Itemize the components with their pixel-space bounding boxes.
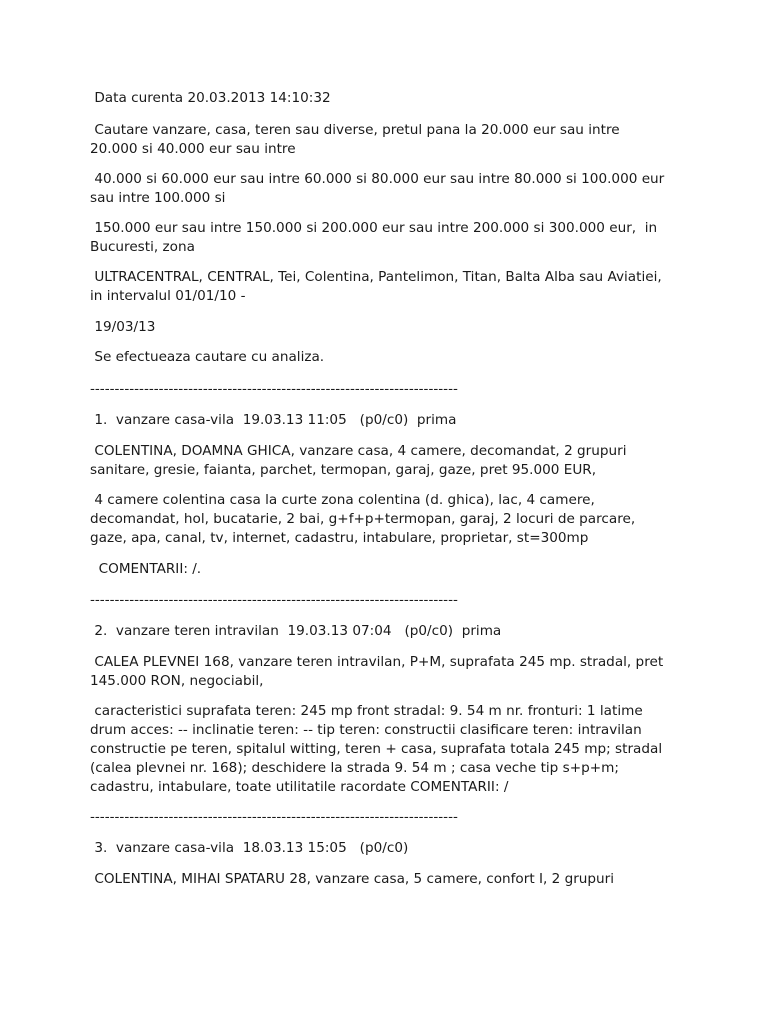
current-date-line: Data curenta 20.03.2013 14:10:32 — [90, 90, 331, 106]
search-criteria-line: Cautare vanzare, casa, teren sau diverse, pretul pana la 20.000 eur sau intre — [90, 122, 620, 138]
listing-summary: COLENTINA, MIHAI SPATARU 28, vanzare casa, 5 camere, confort I, 2 grupuri — [90, 871, 615, 887]
listing-summary: CALEA PLEVNEI 168, vanzare teren intravilan, P+M, suprafata 245 mp. stradal, pret — [90, 654, 664, 670]
listing-summary: 145.000 RON, negociabil, — [90, 673, 264, 689]
search-criteria-line: ULTRACENTRAL, CENTRAL, Tei, Colentina, Pantelimon, Titan, Balta Alba sau Aviatiei, — [90, 269, 662, 285]
listing-description: constructie pe teren, spitalul witting, teren + casa, suprafata totala 245 mp; stradal — [90, 741, 663, 757]
search-criteria-line: 20.000 si 40.000 eur sau intre — [90, 141, 296, 157]
listing-description: caracteristici suprafata teren: 245 mp front stradal: 9. 54 m nr. fronturi: 1 latime — [90, 703, 643, 719]
search-criteria-line: Bucuresti, zona — [90, 239, 195, 255]
listing-description: cadastru, intabulare, toate utilitatile racordate COMENTARII: / — [90, 779, 509, 795]
separator-line: --------------------------------------------------------------------------- — [90, 381, 458, 397]
search-criteria-line: sau intre 100.000 si — [90, 190, 226, 206]
listing-description: gaze, apa, canal, tv, internet, cadastru, intabulare, proprietar, st=300mp — [90, 530, 589, 546]
search-end-date: 19/03/13 — [90, 319, 156, 335]
listing-summary: COLENTINA, DOAMNA GHICA, vanzare casa, 4 camere, decomandat, 2 grupuri — [90, 443, 627, 459]
search-criteria-line: 40.000 si 60.000 eur sau intre 60.000 si 80.000 eur sau intre 80.000 si 100.000 eur — [90, 171, 665, 187]
listing-description: drum acces: -- inclinatie teren: -- tip teren: constructii clasificare teren: intravilan — [90, 722, 642, 738]
search-criteria-line: in intervalul 01/01/10 - — [90, 288, 246, 304]
listing-comments: COMENTARII: /. — [90, 561, 202, 577]
analysis-note: Se efectueaza cautare cu analiza. — [90, 349, 325, 365]
search-criteria-line: 150.000 eur sau intre 150.000 si 200.000 eur sau intre 200.000 si 300.000 eur, in — [90, 220, 658, 236]
listing-title: 3. vanzare casa-vila 18.03.13 15:05 (p0/c0) — [90, 840, 409, 856]
listing-description: 4 camere colentina casa la curte zona colentina (d. ghica), lac, 4 camere, — [90, 492, 595, 508]
listing-title: 1. vanzare casa-vila 19.03.13 11:05 (p0/c0) prima — [90, 412, 457, 428]
separator-line: --------------------------------------------------------------------------- — [90, 592, 458, 608]
listing-description: (calea plevnei nr. 168); deschidere la strada 9. 54 m ; casa veche tip s+p+m; — [90, 760, 619, 776]
listing-title: 2. vanzare teren intravilan 19.03.13 07:04 (p0/c0) prima — [90, 623, 502, 639]
listing-description: decomandat, hol, bucatarie, 2 bai, g+f+p+termopan, garaj, 2 locuri de parcare, — [90, 511, 636, 527]
separator-line: --------------------------------------------------------------------------- — [90, 809, 458, 825]
listing-summary: sanitare, gresie, faianta, parchet, termopan, garaj, gaze, pret 95.000 EUR, — [90, 462, 597, 478]
